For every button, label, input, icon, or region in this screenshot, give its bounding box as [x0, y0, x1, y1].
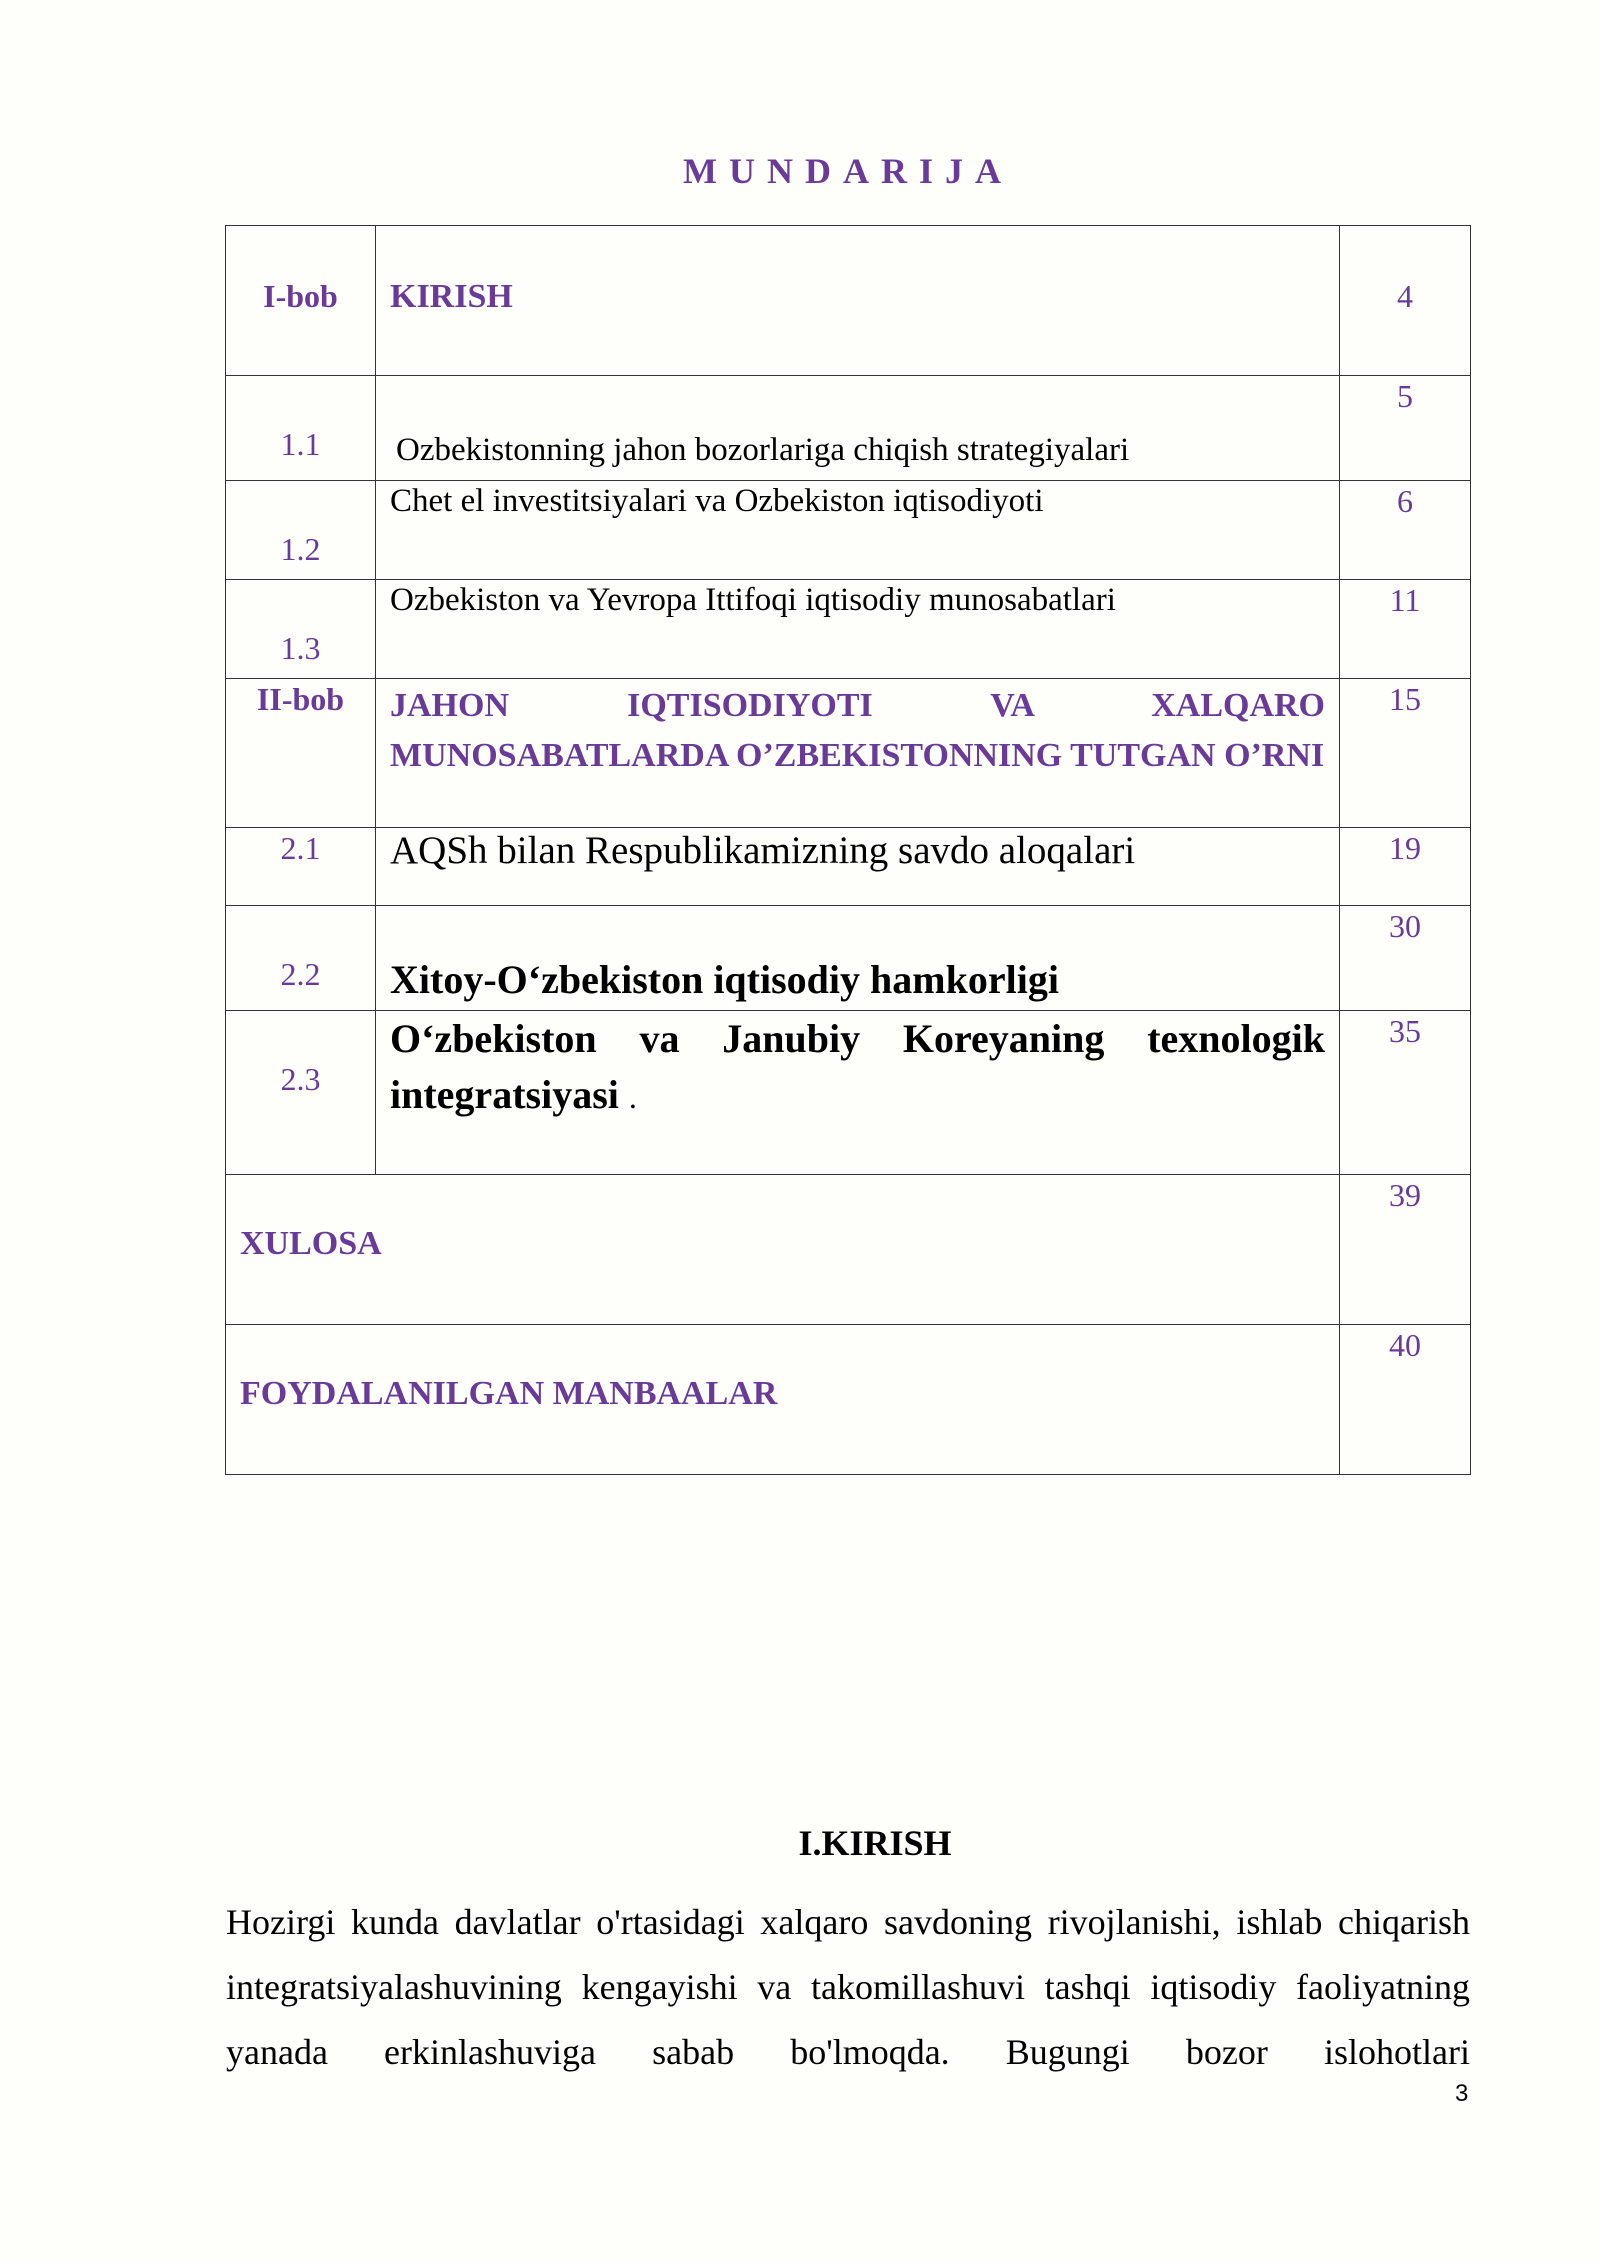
toc-number-cell	[226, 481, 376, 580]
toc-entry-title: KIRISH	[390, 278, 513, 315]
toc-page-number: 15	[1389, 681, 1421, 717]
toc-title-cell	[376, 679, 1340, 828]
toc-row	[226, 906, 1471, 1011]
toc-number: 1.2	[280, 531, 321, 567]
toc-entry-title: O‘zbekiston va Janubiy Koreyaning texnologik integratsiyasi	[390, 1016, 1325, 1117]
toc-page-cell	[1340, 376, 1471, 481]
toc-row	[226, 580, 1471, 679]
toc-row	[226, 828, 1471, 906]
toc-page-number: 4	[1397, 278, 1413, 314]
toc-entry-title: Ozbekiston va Yevropa Ittifoqi iqtisodiy munosabatlari	[390, 582, 1116, 618]
toc-page-number: 30	[1389, 908, 1421, 944]
page-number: 3	[1455, 2080, 1469, 2107]
toc-row	[226, 1011, 1471, 1175]
toc-number: 2.3	[280, 1061, 321, 1097]
toc-page-cell	[1340, 828, 1471, 906]
toc-title-cell	[376, 1011, 1340, 1175]
paragraph-line: Hozirgi kunda davlatlar o'rtasidagi xalqaro savdoning rivojlanishi, ishlab chiqarish	[226, 1902, 1470, 1942]
toc-entry-title: Xitoy-O‘zbekiston iqtisodiy hamkorligi	[390, 957, 1059, 1002]
toc-number-cell	[226, 1011, 376, 1175]
toc-number: 2.2	[280, 956, 321, 992]
toc-title-cell	[226, 1325, 1340, 1475]
toc-entry-title: Chet el investitsiyalari va Ozbekiston iqtisodiyoti	[390, 483, 1044, 519]
intro-paragraph	[226, 1890, 1470, 2085]
toc-page-cell	[1340, 1175, 1471, 1325]
toc-number: 2.1	[280, 830, 321, 866]
toc-entry-title: XULOSA	[240, 1225, 382, 1262]
toc-page-number: 40	[1389, 1327, 1421, 1363]
toc-number-cell	[226, 906, 376, 1011]
toc-row	[226, 376, 1471, 481]
toc-page-cell	[1340, 1325, 1471, 1475]
toc-page-number: 35	[1389, 1013, 1421, 1049]
toc-title-cell	[376, 580, 1340, 679]
toc-page-number: 39	[1389, 1177, 1421, 1213]
toc-entry-title-suffix: .	[628, 1079, 637, 1115]
paragraph-line: yanada erkinlashuviga sabab bo'lmoqda. Bugungi bozor islohotlari	[226, 2032, 1470, 2072]
toc-page-cell	[1340, 226, 1471, 376]
toc-entry-title: FOYDALANILGAN MANBAALAR	[240, 1375, 778, 1412]
toc-page-number: 11	[1389, 582, 1421, 618]
toc-title: MUNDARIJA	[683, 151, 1013, 191]
toc-entry-title: Ozbekistonning jahon bozorlariga chiqish strategiyalari	[396, 432, 1130, 468]
toc-entry-title-wrap	[390, 1011, 1325, 1125]
toc-title-cell	[226, 1175, 1340, 1325]
toc-number-cell	[226, 828, 376, 906]
toc-number-cell	[226, 376, 376, 481]
toc-page-number: 5	[1397, 378, 1413, 414]
toc-number: II-bob	[256, 681, 345, 717]
toc-title-cell	[376, 376, 1340, 481]
toc-row	[226, 1325, 1471, 1475]
toc-page-cell	[1340, 906, 1471, 1011]
toc-row	[226, 226, 1471, 376]
toc-page-number: 19	[1389, 830, 1421, 866]
toc-page-cell	[1340, 679, 1471, 828]
toc-page-cell	[1340, 580, 1471, 679]
toc-title-cell	[376, 226, 1340, 376]
toc-number-cell	[226, 679, 376, 828]
toc-row	[226, 679, 1471, 828]
toc-page-cell	[1340, 481, 1471, 580]
toc-title-cell	[376, 906, 1340, 1011]
toc-page-number: 6	[1397, 483, 1413, 519]
table-of-contents	[225, 225, 1471, 1475]
toc-title-cell	[376, 828, 1340, 906]
toc-row	[226, 1175, 1471, 1325]
paragraph-line: integratsiyalashuvining kengayishi va takomillashuvi tashqi iqtisodiy faoliyatning	[226, 1967, 1470, 2007]
toc-entry-title: JAHON IQTISODIYOTI VA XALQARO MUNOSABATLARDA O’ZBEKISTONNING TUTGAN O’RNI	[390, 687, 1325, 774]
toc-number-cell	[226, 580, 376, 679]
toc-number-cell	[226, 226, 376, 376]
toc-title-cell	[376, 481, 1340, 580]
toc-number: 1.3	[280, 630, 321, 666]
toc-entry-title: AQSh bilan Respublikamizning savdo aloqalari	[390, 829, 1136, 872]
toc-number: I-bob	[263, 278, 338, 314]
section-heading: I.KIRISH	[798, 1823, 952, 1863]
toc-row	[226, 481, 1471, 580]
toc-page-cell	[1340, 1011, 1471, 1175]
toc-number: 1.1	[280, 426, 321, 462]
